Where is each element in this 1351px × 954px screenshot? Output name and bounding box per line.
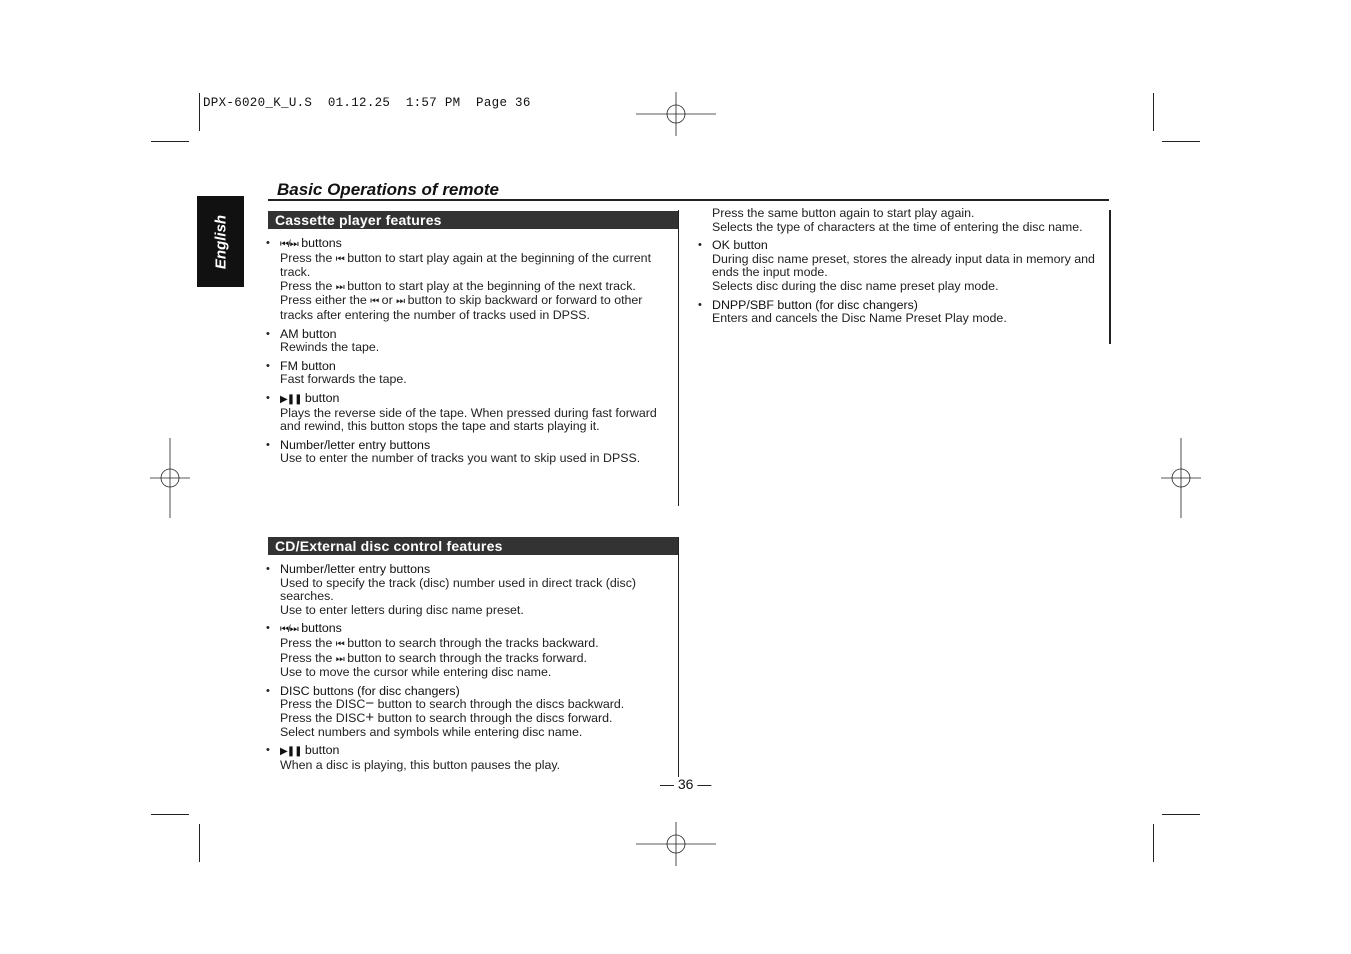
item-label: Number/letter entry buttons	[280, 437, 431, 452]
item-desc: During disc name preset, stores the already input data in memory and ends the input mode.	[712, 251, 1095, 280]
crop-mark	[151, 814, 189, 815]
registration-mark-top	[636, 92, 716, 136]
language-label: English	[212, 214, 229, 269]
item-desc: When a disc is playing, this button pauses the play.	[280, 757, 561, 772]
skip-buttons-icon: ⏮/⏭	[280, 239, 298, 250]
bullet: •	[266, 327, 270, 340]
page-number: — 36 —	[660, 776, 712, 792]
list-item	[266, 563, 671, 617]
list-item	[266, 744, 671, 772]
item-label: Number/letter entry buttons	[280, 562, 431, 576]
skip-forward-icon: ⏭	[335, 281, 344, 293]
list-item	[266, 237, 671, 323]
item-desc: Selects disc during the disc name preset play mode.	[712, 278, 999, 293]
list-item	[266, 360, 671, 387]
play-pause-icon: ▶❚❚	[280, 746, 302, 758]
registration-mark-right	[1161, 438, 1201, 518]
right-column	[698, 207, 1098, 331]
item-desc: Rewinds the tape.	[280, 340, 380, 355]
item-desc: Select numbers and symbols while entering disc name.	[280, 724, 583, 739]
item-desc: Plays the reverse side of the tape. When pressed during fast forward and rewind, this button stops the tape and starts playing it.	[280, 405, 657, 434]
minus-icon: −	[365, 695, 375, 713]
page-title: Basic Operations of remote	[277, 180, 500, 199]
plus-icon: +	[365, 708, 375, 726]
registration-mark-left	[150, 438, 190, 518]
item-desc: Selects the type of characters at the time of entering the disc name.	[712, 219, 1083, 234]
list-item	[266, 328, 671, 355]
item-desc: Press the DISC− button to search through the discs backward.	[280, 695, 625, 713]
bullet: •	[266, 744, 270, 757]
column-divider	[678, 537, 679, 777]
language-tab	[197, 196, 244, 287]
bullet: •	[266, 359, 270, 372]
list-item	[698, 239, 1098, 293]
item-label: ▶❚❚ button	[280, 743, 340, 758]
skip-back-icon: ⏮	[370, 296, 379, 308]
item-desc: Use to enter letters during disc name preset.	[280, 602, 524, 617]
list-item	[698, 299, 1098, 326]
crop-mark	[1162, 141, 1200, 142]
item-desc: Press the ⏭ button to search through the tracks forward.	[280, 650, 587, 665]
column-divider-right	[1109, 210, 1111, 344]
play-pause-icon: ▶❚❚	[280, 393, 302, 405]
skip-buttons-icon: ⏮/⏭	[280, 624, 298, 636]
skip-back-icon: ⏮	[335, 638, 344, 650]
cassette-list	[266, 237, 671, 471]
print-header: DPX-6020_K_U.S 01.12.25 1:57 PM Page 36	[203, 96, 531, 110]
item-label: ⏮/⏭ buttons	[280, 236, 342, 250]
skip-forward-icon: ⏭	[335, 653, 344, 665]
item-desc: Use to enter the number of tracks you want to skip used in DPSS.	[280, 451, 641, 466]
list-item	[266, 685, 671, 739]
item-label: OK button	[712, 238, 768, 253]
crop-mark	[1153, 93, 1154, 131]
item-label: ⏮/⏭ buttons	[280, 621, 342, 636]
item-desc: Used to specify the track (disc) number used in direct track (disc) searches.	[280, 575, 637, 604]
item-desc: Enters and cancels the Disc Name Preset Play mode.	[712, 311, 1007, 326]
bullet: •	[266, 563, 270, 575]
bullet: •	[266, 438, 270, 451]
list-item	[266, 622, 671, 679]
item-desc: Press the ⏭ button to start play at the beginning of the next track.	[280, 278, 636, 293]
item-label: DISC buttons (for disc changers)	[280, 683, 460, 698]
item-desc: Press either the ⏮ or ⏭ button to skip backward or forward to other tracks after entering the number of tracks used in DPSS.	[280, 293, 643, 322]
bullet: •	[266, 622, 270, 635]
item-label: ▶❚❚ button	[280, 390, 340, 405]
crop-mark	[1162, 814, 1200, 815]
skip-back-icon: ⏮	[335, 253, 344, 265]
item-label: DNPP/SBF button (for disc changers)	[712, 297, 918, 312]
skip-forward-icon: ⏭	[396, 296, 405, 308]
bullet: •	[266, 237, 270, 249]
item-desc: Press the same button again to start play again.	[712, 206, 975, 220]
bullet: •	[698, 298, 702, 311]
section-heading-cd: CD/External disc control features	[268, 537, 678, 555]
item-label: AM button	[280, 326, 337, 341]
crop-mark	[1153, 824, 1154, 862]
bullet: •	[266, 391, 270, 404]
item-desc: Press the ⏮ button to start play again at the beginning of the current track.	[280, 250, 652, 280]
section-heading-cassette: Cassette player features	[268, 211, 678, 229]
item-desc: Use to move the cursor while entering disc name.	[280, 665, 552, 680]
list-item	[266, 439, 671, 466]
crop-mark	[199, 824, 200, 862]
item-desc: Press the ⏮ button to search through the tracks backward.	[280, 635, 599, 650]
title-rule	[268, 199, 1109, 201]
item-desc: Fast forwards the tape.	[280, 372, 407, 387]
cd-list	[266, 563, 671, 777]
bullet: •	[266, 684, 270, 697]
list-item	[266, 392, 671, 434]
bullet: •	[698, 239, 702, 252]
item-label: FM button	[280, 358, 336, 373]
registration-mark-bottom	[636, 822, 716, 866]
crop-mark	[151, 141, 189, 142]
column-divider	[678, 210, 679, 506]
crop-mark	[199, 93, 200, 131]
item-desc: Press the DISC+ button to search through the discs forward.	[280, 708, 613, 726]
continued-text	[698, 207, 1098, 234]
